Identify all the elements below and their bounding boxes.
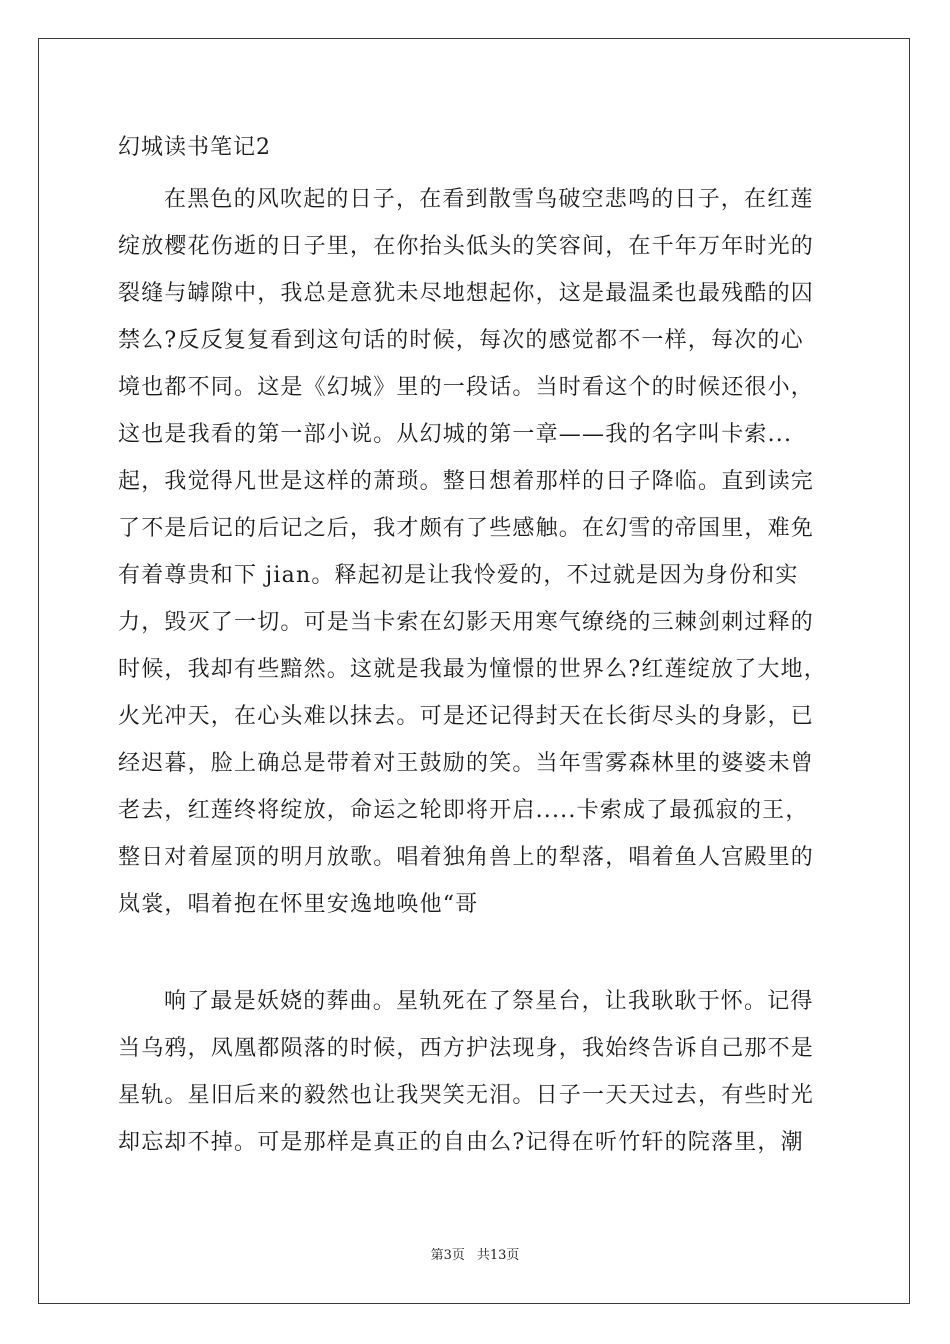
paragraph-1 [118,176,838,928]
text-line: 却忘却不掉。可是那样是真正的自由么?记得在听竹轩的院落里，潮 [118,1130,804,1155]
text-line: 有着尊贵和下 jian。释起初是让我怜爱的，不过就是因为身份和实 [118,563,799,588]
text-line: 境也都不同。这是《幻城》里的一段话。当时看这个的时候还很小， [118,375,815,400]
document-title: 幻城读书笔记2 [118,135,271,160]
text-line: 岚裳，唱着抱在怀里安逸地唤他“哥 [118,892,479,917]
text-line: 起，我觉得凡世是这样的萧琐。整日想着那样的日子降临。直到读完 [118,469,815,494]
text-line: 绽放樱花伤逝的日子里，在你抬头低头的笑容间，在千年万年时光的 [118,234,815,259]
text-line: 经迟暮，脸上确总是带着对王鼓励的笑。当年雪雾森林里的婆婆未曾 [118,751,815,776]
paragraph-2 [118,978,838,1166]
text-line: 当乌鸦，凤凰都陨落的时候，西方护法现身，我始终告诉自己那不是 [118,1036,815,1061]
text-line: 老去，红莲终将绽放，命运之轮即将开启.....卡索成了最孤寂的王， [118,798,809,823]
text-line: 在黑色的风吹起的日子，在看到散雪鸟破空悲鸣的日子，在红莲 [164,187,814,212]
text-line: 裂缝与罅隙中，我总是意犹未尽地想起你，这是最温柔也最残酷的囚 [118,281,815,306]
page-footer [0,1247,950,1265]
text-line: 禁么?反反复复看到这句话的时候，每次的感觉都不一样，每次的心 [118,328,804,353]
text-line: 响了最是妖娆的葬曲。星轨死在了祭星台，让我耿耿于怀。记得 [164,989,814,1014]
text-line: 这也是我看的第一部小说。从幻城的第一章——我的名字叫卡索... [118,422,793,447]
text-line: 整日对着屋顶的明月放歌。唱着独角兽上的犁落，唱着鱼人宫殿里的 [118,845,815,870]
page-total: 共13页 [476,1248,520,1263]
text-line: 星轨。星旧后来的毅然也让我哭笑无泪。日子一天天过去，有些时光 [118,1083,815,1108]
text-line: 火光冲天，在心头难以抹去。可是还记得封天在长街尽头的身影，已 [118,704,815,729]
text-line: 了不是后记的后记之后，我才颇有了些感触。在幻雪的帝国里，难免 [118,516,815,541]
text-line: 时候，我却有些黯然。这就是我最为憧憬的世界么?红莲绽放了大地， [118,657,827,682]
text-line: 力，毁灭了一切。可是当卡索在幻影天用寒气缭绕的三棘剑刺过释的 [118,610,815,635]
page-number: 第3页 [430,1248,465,1263]
